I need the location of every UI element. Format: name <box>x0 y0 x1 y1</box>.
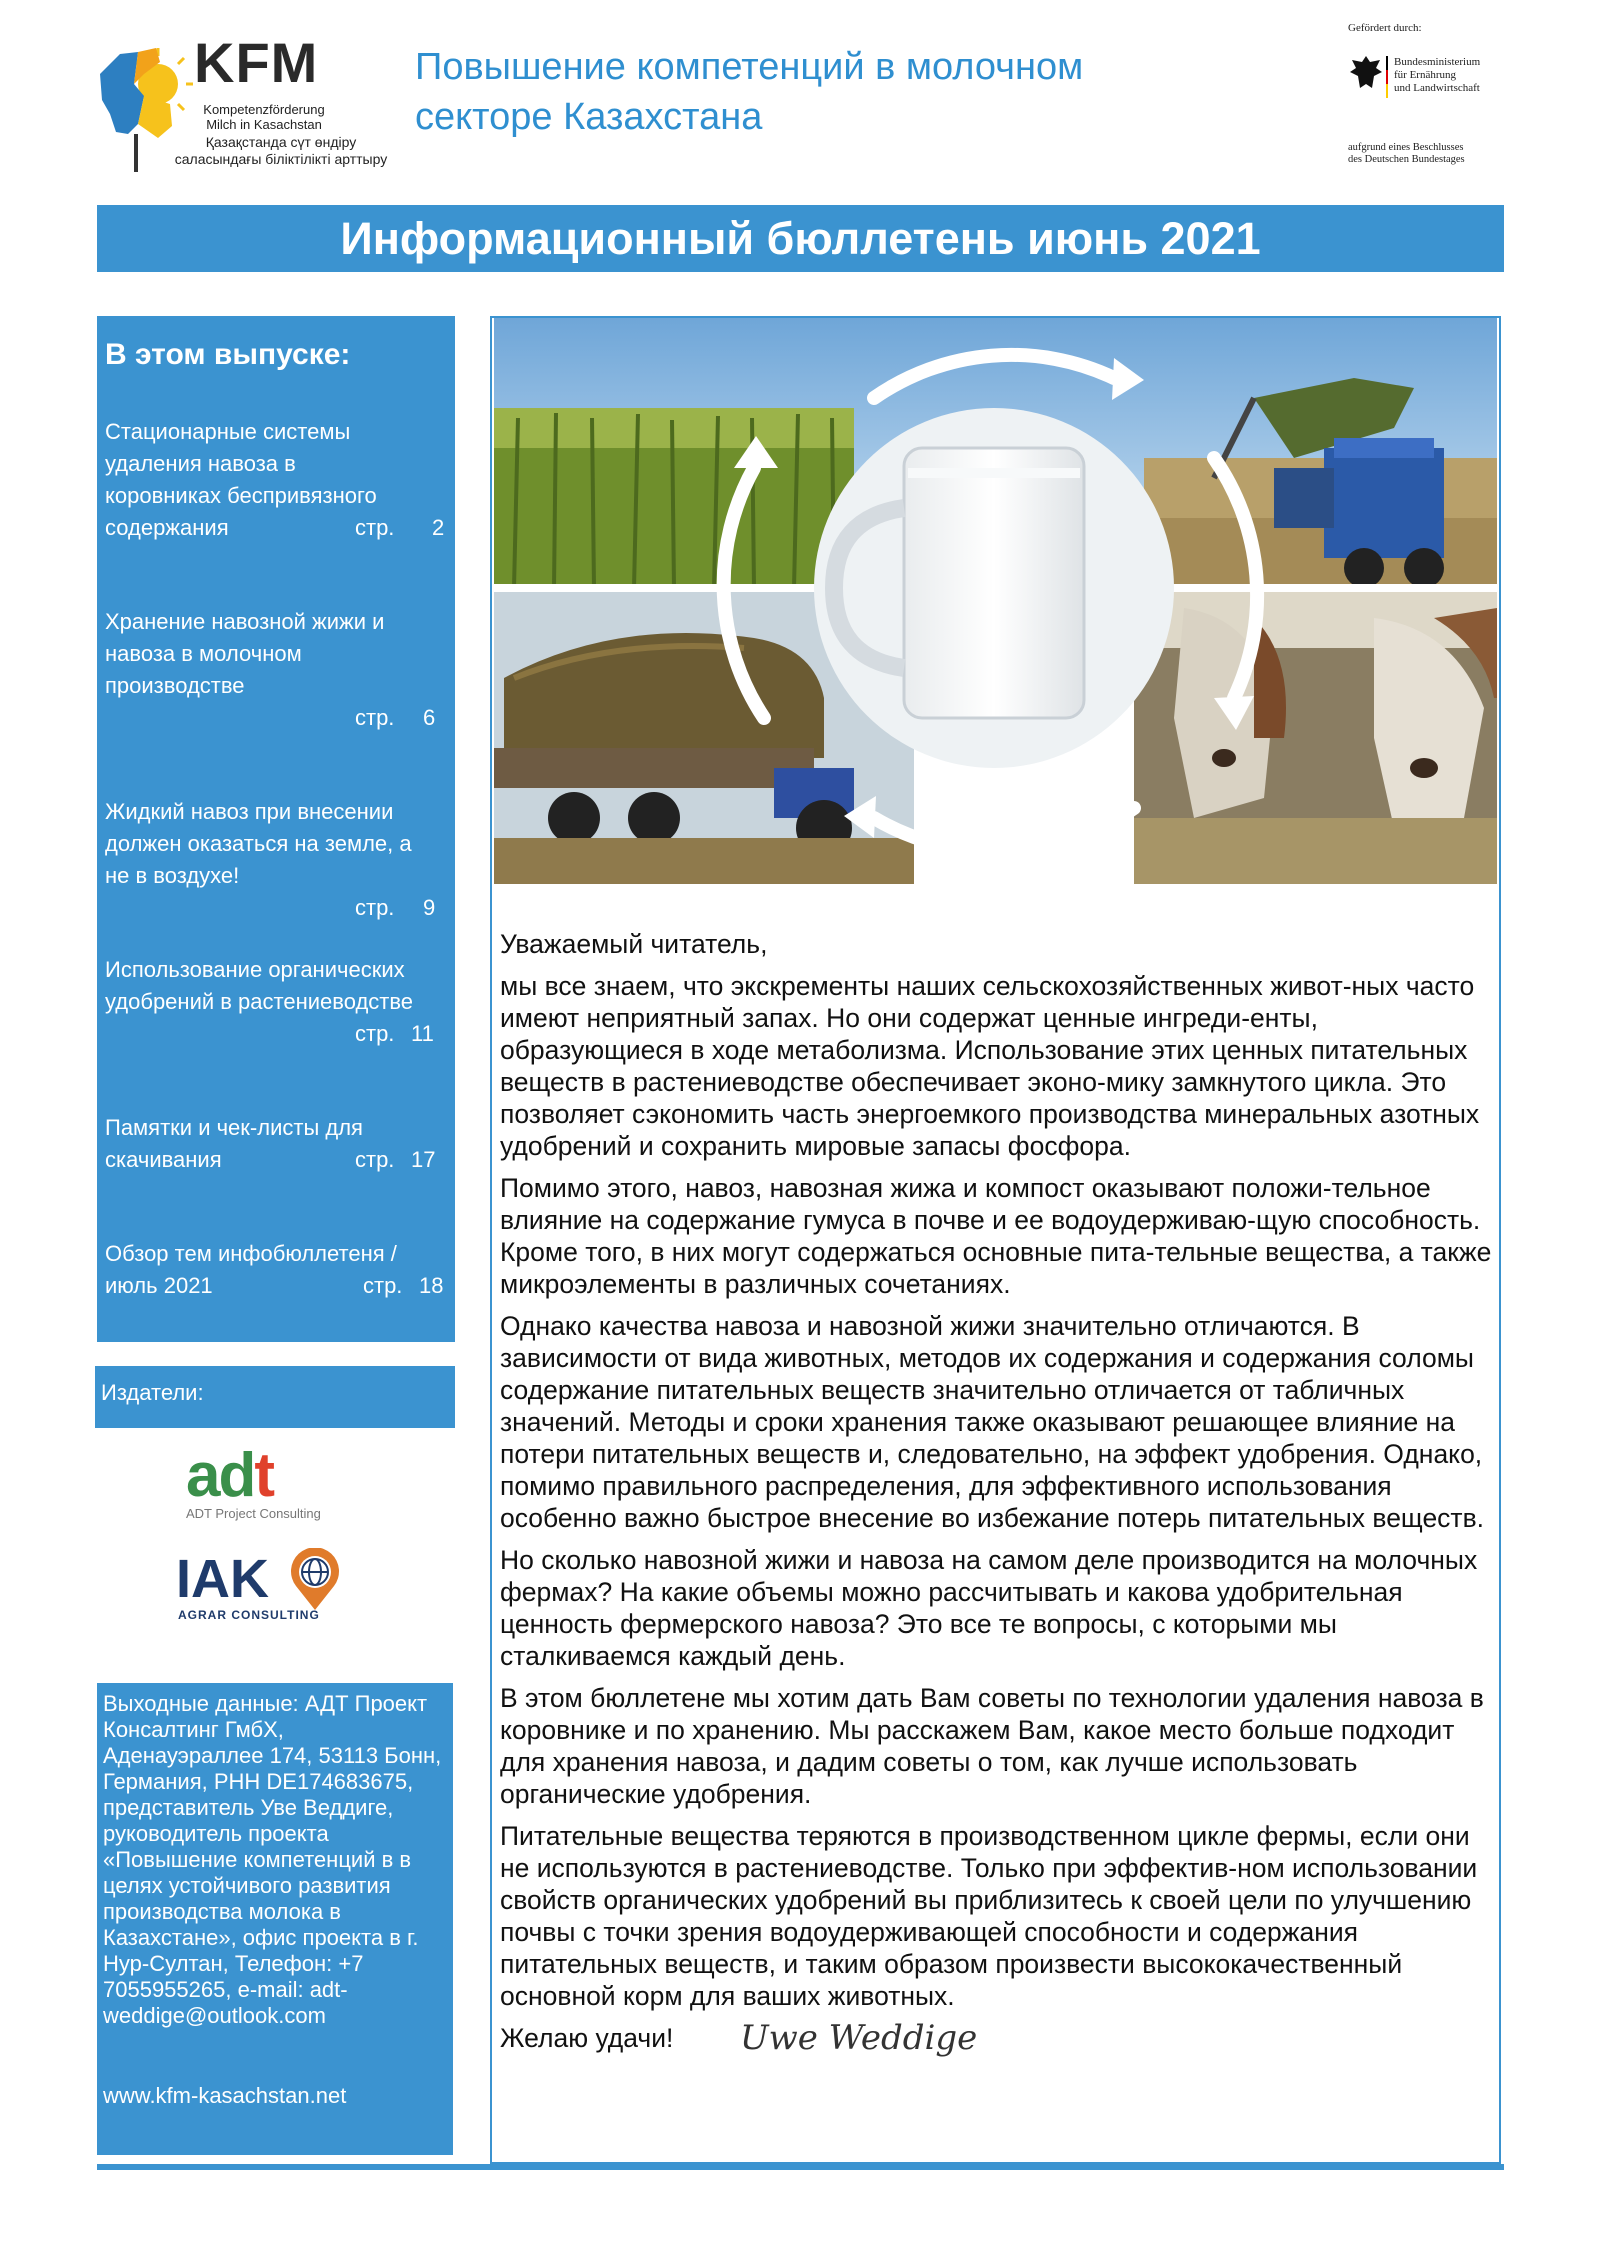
toc-item-line: Использование органических <box>105 957 405 982</box>
toc-item-line: должен оказаться на земле, а <box>105 831 412 856</box>
project-title-line-1: Повышение компетенций в молочном <box>415 46 1084 88</box>
bottom-rule <box>97 2164 1504 2170</box>
toc-item-overview[interactable] <box>105 1238 450 1302</box>
toc-item-line: скачивания <box>105 1147 222 1172</box>
iak-caption: AGRAR CONSULTING <box>178 1608 320 1622</box>
toc-item-manure-storage[interactable] <box>105 606 450 730</box>
letter-paragraph: Питательные вещества теряются в производственном цикле фермы, если они не используются в растениеводстве. Только при эффектив-ном использовании свойств органических удобрений вы приблизитесь к своей цели по улучшению почвы с точки зрения водоудерживающей способности и содержания питательных веществ, и таким образом произвести высококачественный основной корм для ваших животных. <box>500 1821 1478 2011</box>
logo-subtitle-kz: Қазақстанда сүт өндіру саласындағы біліктілікті арттыру <box>174 134 388 167</box>
funder-name-line-1: Bundesministerium <box>1394 56 1481 68</box>
letter-paragraph: Однако качества навоза и навозной жижи значительно отличаются. В зависимости от вида животных, методов их содержания и содержания соломы содержание питательных веществ значительно отличается от табличных значений. Методы и сроки хранения также оказывают решающее влияние на потери питательных веществ и, следовательно, на эффект удобрения. Однако, помимо правильного распределения, для эффективного использования особенно важно быстрое внесение во избежание потерь питательных веществ. <box>500 1311 1485 1533</box>
german-eagle-emblem <box>1348 54 1384 94</box>
corn-field-photo <box>494 408 854 588</box>
toc-item-checklists[interactable] <box>105 1112 450 1176</box>
publishers-label-bar <box>95 1366 455 1428</box>
toc-item-organic-fertilizers[interactable] <box>105 954 450 1046</box>
toc-item-line: навоза в молочном <box>105 641 302 666</box>
toc-item-line: июль 2021 <box>105 1273 213 1298</box>
bulletin-title: Информационный бюллетень июнь 2021 <box>340 213 1261 264</box>
toc-item-line: производстве <box>105 673 245 698</box>
letter-paragraph: Но сколько навозной жижи и навоза на самом деле производится на молочных фермах? На какие объемы можно рассчитывать и какова удобрительная ценность фермерского навоза? Это все те вопросы, с которыми мы сталкиваемся каждый день. <box>500 1545 1478 1671</box>
collage-photo <box>494 318 1497 884</box>
imprint-text: Выходные данные: АДТ Проект Консалтинг ГмбХ, Аденауэраллее 174, 53113 Бонн, Германия, РНН DE174683675, представитель Уве Веддиге, руководитель проекта «Повышение компетенций в в целях устойчивого развития производства молока в Казахстане», офис проекта в г. Нур-Султан, Телефон: +7 7055955265, e-mail: adt-weddige@outlook.com <box>103 1691 442 2028</box>
letter-paragraph: В этом бюллетене мы хотим дать Вам советы по технологии удаления навоза в коровнике и по хранению. Мы расскажем Вам, какое место больше подходит для хранения навоза, и дадим советы о том, как лучше использовать органические удобрения. <box>500 1683 1484 1809</box>
toc-page-number: 2 <box>432 515 445 540</box>
toc-item-line: содержания <box>105 515 229 540</box>
kfm-logo <box>98 30 388 180</box>
iak-logo-text: IAK <box>176 1549 269 1609</box>
funder-note-line-2: des Deutschen Bundestages <box>1348 154 1465 165</box>
toc-item-liquid-manure[interactable] <box>105 796 450 920</box>
cows-feeding-photo <box>1134 588 1497 884</box>
toc-page-label: стр. <box>355 515 395 540</box>
iak-logo <box>176 1548 356 1628</box>
toc-item-line: Памятки и чек-листы для <box>105 1115 363 1140</box>
editorial-letter <box>500 928 1496 2070</box>
adt-logo: adt ADT Project Consulting <box>186 1441 321 1521</box>
funder-name-line-2: für Ernährung <box>1394 69 1457 81</box>
signature: Uwe Weddige <box>740 2018 978 2058</box>
toc-page-number: 6 <box>423 705 436 730</box>
toc-item-line: не в воздухе! <box>105 863 240 888</box>
toc-page-label: стр. <box>355 705 395 730</box>
project-title-line-2: секторе Казахстана <box>415 96 763 138</box>
toc-item-line: Жидкий навоз при внесении <box>105 799 394 824</box>
website-link[interactable]: www.kfm-kasachstan.net <box>103 2083 347 2108</box>
toc-page-number: 18 <box>419 1273 444 1298</box>
funder-note-line-1: aufgrund eines Beschlusses <box>1348 142 1464 153</box>
table-of-contents <box>97 316 455 1342</box>
milk-glass-photo <box>814 408 1174 768</box>
bulletin-title-banner <box>97 205 1504 272</box>
letter-greeting: Уважаемый читатель, <box>500 929 768 959</box>
toc-item-line: Хранение навозной жижи и <box>105 609 385 634</box>
letter-paragraph: мы все знаем, что экскременты наших сельскохозяйственных живот-ных часто имеют неприятный запах. Но они содержат ценные ингреди-енты, образующиеся в ходе метаболизма. Использование этих ценных питательных веществ в растениеводстве обеспечивает эконо-мику замкнутого цикла. Это позволяет сэкономить часть энергоемкого производства минеральных азотных удобрений и сохранить мировые запасы фосфора. <box>500 971 1480 1161</box>
funder-name-line-3: und Landwirtschaft <box>1394 82 1480 94</box>
publishers-label: Издатели: <box>101 1380 204 1405</box>
toc-item-line: Обзор тем инфобюллетеня / <box>105 1241 397 1266</box>
toc-page-label: стр. <box>363 1273 403 1298</box>
toc-item-line: коровниках беспривязного <box>105 483 377 508</box>
toc-page-number: 11 <box>411 1021 434 1046</box>
logo-subtitle: Kompetenzförderung Milch in Kasachstan <box>203 102 325 132</box>
funder-label: Gefördert durch: <box>1348 22 1422 34</box>
adt-caption: ADT Project Consulting <box>186 1506 321 1521</box>
toc-heading: В этом выпуске: <box>105 338 351 371</box>
imprint-box <box>97 1683 453 2155</box>
toc-item-line: Стационарные системы <box>105 419 351 444</box>
toc-item-line: удобрений в растениеводстве <box>105 989 414 1014</box>
collage-svg <box>494 318 1497 884</box>
project-title <box>415 42 1175 142</box>
logo-title: KFM <box>194 31 319 94</box>
toc-page-label: стр. <box>355 1147 395 1172</box>
letter-closing: Желаю удачи! <box>500 2023 674 2053</box>
globe-pin-icon <box>288 1548 342 1612</box>
funder-name <box>1394 56 1514 95</box>
toc-page-label: стр. <box>355 895 395 920</box>
toc-page-number: 17 <box>411 1147 436 1172</box>
toc-item-line: удаления навоза в <box>105 451 296 476</box>
toc-item-manure-removal[interactable] <box>105 416 450 544</box>
toc-page-label: стр. <box>355 1021 395 1046</box>
letter-paragraph: Помимо этого, навоз, навозная жижа и компост оказывают положи-тельное влияние на содержание гумуса в почве и ее водоудерживаю-щую способность. Кроме того, в них могут содержаться основные пита-тельные вещества, а также микроэлементы в различных сочетаниях. <box>500 1173 1492 1299</box>
funder-note <box>1348 142 1508 166</box>
letter-closing-row <box>500 2018 1496 2070</box>
toc-page-number: 9 <box>423 895 436 920</box>
funder-block <box>1340 22 1510 172</box>
